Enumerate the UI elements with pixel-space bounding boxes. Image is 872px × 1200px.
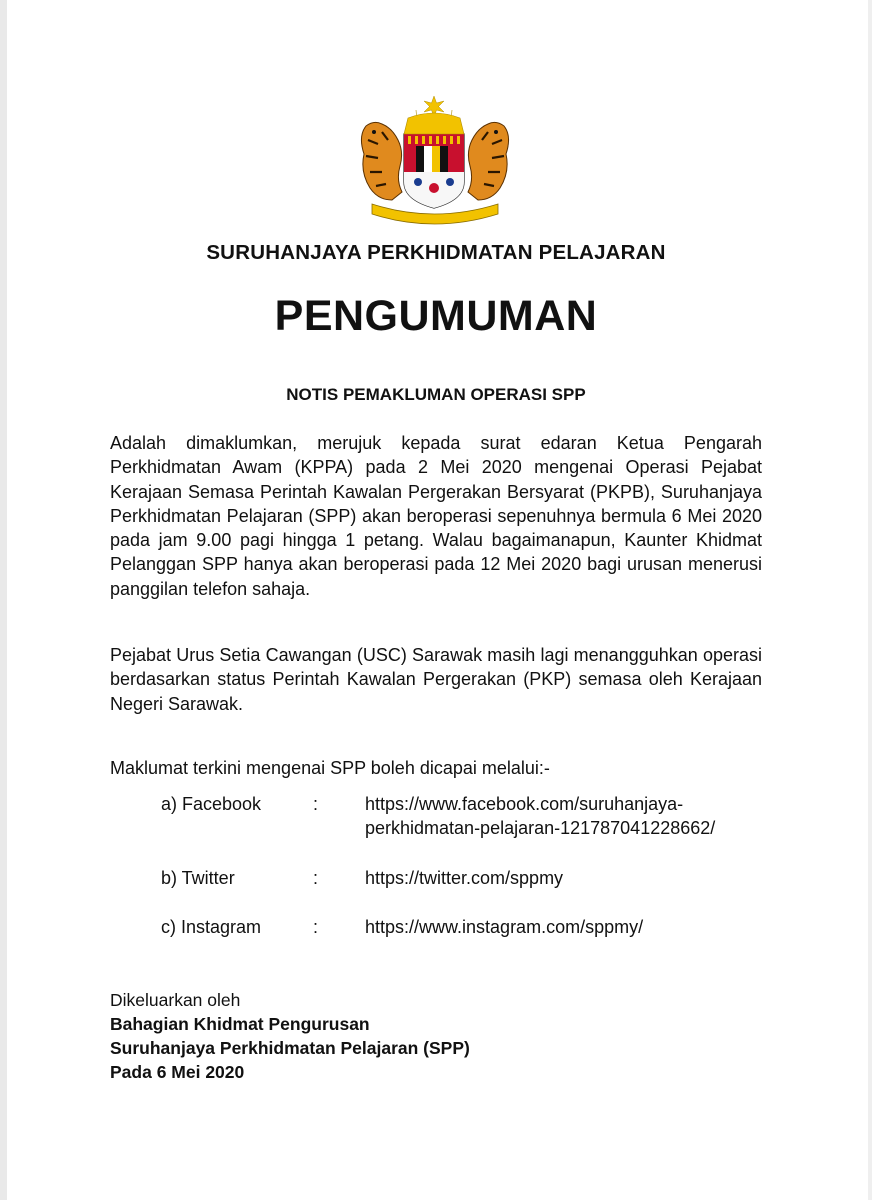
link-colon: : [313,916,319,937]
issuer-organization: Suruhanjaya Perkhidmatan Pelajaran (SPP) [110,1038,470,1058]
page-edge-right [868,0,872,1200]
facebook-link[interactable]: https://www.facebook.com/suruhanjaya-perkhidmatan-pelajaran-121787041228662/ [365,794,716,839]
paragraph-info-intro: Maklumat terkini mengenai SPP boleh dicapai melalui:- [110,758,550,778]
instagram-link[interactable]: https://www.instagram.com/sppmy/ [365,916,644,937]
issued-by-label: Dikeluarkan oleh [110,990,241,1010]
link-colon: : [313,867,319,888]
page-edge-left [0,0,7,1200]
organization-heading: SURUHANJAYA PERKHIDMATAN PELAJARAN [206,241,666,264]
list-item [161,915,781,939]
issue-date: Pada 6 Mei 2020 [110,1062,245,1082]
social-links-list [161,792,781,964]
page-title: PENGUMUMAN [274,292,598,340]
link-colon: : [313,794,319,814]
coat-of-arms-icon [352,96,518,226]
shield-icon [404,113,464,208]
tiger-right-icon [468,122,509,200]
twitter-link[interactable]: https://twitter.com/sppmy [365,867,564,888]
paragraph-sarawak: Pejabat Urus Setia Cawangan (USC) Sarawak masih lagi menangguhkan operasi berdasarkan status Perintah Kawalan Pergerakan (PKP) semasa oleh Kerajaan Negeri Sarawak. [110,645,762,714]
list-item [161,866,781,890]
paragraph-operations: Adalah dimaklumkan, merujuk kepada surat edaran Ketua Pengarah Perkhidmatan Awam (KPPA) pada 2 Mei 2020 mengenai Operasi Pejabat Kerajaan Semasa Perintah Kawalan Pergerakan Bersyarat (PKPB), Suruhanjaya Perkhidmatan Pelajaran (SPP) akan beroperasi sepenuhnya bermula 6 Mei 2020 pada jam 9.00 pagi hingga 1 petang. Walau bagaimanapun, Kaunter Khidmat Pelanggan SPP hanya akan beroperasi pada 12 Mei 2020 bagi urusan menerusi panggilan telefon sahaja. [110,433,762,599]
link-label-facebook: a) Facebook [161,794,262,814]
notice-subtitle: NOTIS PEMAKLUMAN OPERASI SPP [286,385,586,404]
issuer-division: Bahagian Khidmat Pengurusan [110,1014,370,1034]
tiger-left-icon [361,122,402,200]
issuer-block [110,988,710,1084]
link-label-twitter: b) Twitter [161,867,235,888]
list-item [161,792,781,841]
link-label-instagram: c) Instagram [161,916,262,937]
